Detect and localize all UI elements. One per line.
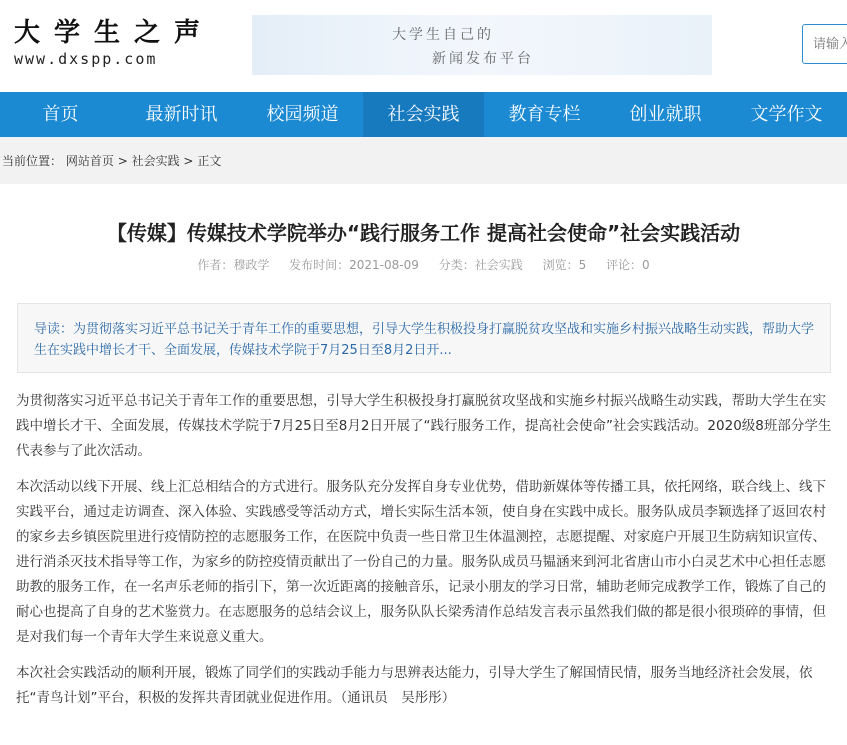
main-nav: [0, 92, 847, 137]
header-banner[interactable]: [252, 15, 712, 75]
nav-item-literature[interactable]: 文学作文: [750, 104, 823, 125]
article-container: [0, 184, 847, 745]
breadcrumb-separator: >: [183, 154, 194, 168]
search-input[interactable]: [802, 24, 847, 64]
nav-item-career[interactable]: 创业就职: [629, 104, 702, 125]
article-comments: 评论：0: [606, 258, 650, 272]
breadcrumb: [2, 152, 221, 169]
breadcrumb-home-link[interactable]: 网站首页: [65, 154, 114, 168]
article-date: 发布时间：2021-08-09: [289, 258, 419, 272]
article-paragraph: 为贯彻落实习近平总书记关于青年工作的重要思想，引导大学生积极投身打赢脱贫攻坚战和实施乡村振兴战略生动实践，帮助大学生在实践中增长才干、全面发展，传媒技术学院于7月25日至8月2日开展了“践行服务工作，提高社会使命”社会实践活动。2020级8班部分学生代表参与了此次活动。: [16, 393, 832, 459]
article-views: 浏览：5: [542, 258, 587, 272]
site-logo[interactable]: [14, 18, 214, 68]
nav-item-education[interactable]: 教育专栏: [508, 104, 581, 125]
nav-item-social-practice[interactable]: 社会实践: [363, 92, 484, 137]
banner-line-1: 大学生自己的: [392, 27, 494, 43]
nav-item-latest-news[interactable]: 最新时讯: [145, 104, 218, 125]
breadcrumb-section-link[interactable]: 社会实践: [131, 154, 180, 168]
article-category: 分类：社会实践: [438, 258, 523, 272]
header: [0, 0, 847, 92]
banner-line-2: 新闻发布平台: [432, 51, 534, 67]
article-meta: [0, 256, 847, 273]
breadcrumb-current: 正文: [197, 154, 222, 168]
breadcrumb-prefix: 当前位置：: [2, 154, 63, 168]
article-title: 【传媒】传媒技术学院举办“践行服务工作 提高社会使命”社会实践活动: [106, 221, 741, 245]
site-title: 大学生之声: [14, 18, 215, 48]
article-body: [16, 389, 832, 722]
breadcrumb-bar: [0, 137, 847, 184]
article-paragraph: 本次社会实践活动的顺利开展，锻炼了同学们的实践动手能力与思辨表达能力，引导大学生了解国情民情，服务当地经济社会发展，依托“青鸟计划”平台，积极的发挥共青团就业促进作用。（通讯员 吴彤彤）: [16, 665, 813, 706]
site-url: www.dxspp.com: [14, 50, 158, 68]
article-summary: 导读：为贯彻落实习近平总书记关于青年工作的重要思想，引导大学生积极投身打赢脱贫攻坚战和实施乡村振兴战略生动实践，帮助大学生在实践中增长才干、全面发展，传媒技术学院于7月25日至8月2日开...: [17, 303, 831, 373]
nav-item-campus[interactable]: 校园频道: [266, 104, 339, 125]
breadcrumb-separator: >: [117, 154, 128, 168]
article-paragraph: 本次活动以线下开展、线上汇总相结合的方式进行。服务队充分发挥自身专业优势，借助新媒体等传播工具，依托网络，联合线上、线下实践平台，通过走访调查、深入体验、实践感受等活动方式，增长实际生活本领，使自身在实践中成长。服务队成员李颖选择了返回农村的家乡去乡镇医院里进行疫情防控的志愿服务工作，在医院中负责一些日常卫生体温测控，志愿提醒、对家庭户开展卫生防病知识宣传、进行消杀灭技术指导等工作，为家乡的防控疫情贡献出了一份自己的力量。服务队成员马韫涵来到河北省唐山市小白灵艺术中心担任志愿助教的服务工作，在一名声乐老师的指引下，第一次近距离的接触音乐，记录小朋友的学习日常，辅助老师完成教学工作，锻炼了自己的耐心也提高了自身的艺术鉴赏力。在志愿服务的总结会议上，服务队队长梁秀清作总结发言表示虽然我们做的都是很小很琐碎的事情，但是对我们每一个青年大学生来说意义重大。: [16, 479, 826, 645]
article-author: 作者：穆政学: [197, 258, 270, 272]
nav-item-home[interactable]: 首页: [42, 104, 79, 125]
